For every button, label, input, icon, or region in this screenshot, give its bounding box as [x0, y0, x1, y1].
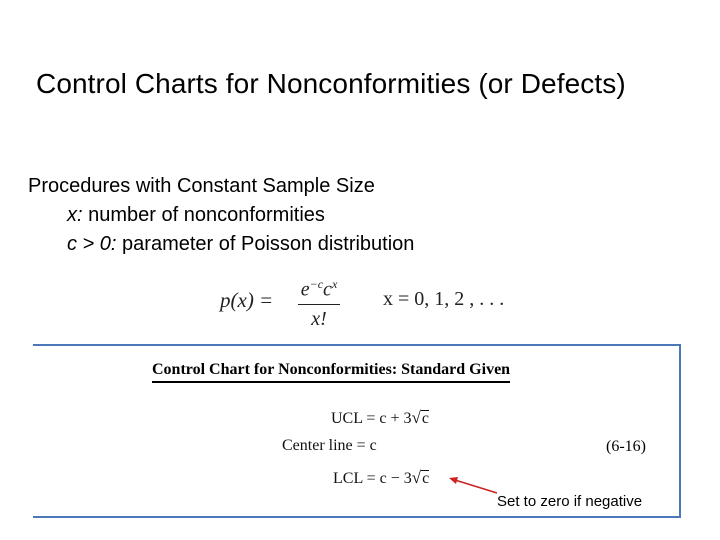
pmf-numerator: $e^{-c}c^x$ [300, 277, 338, 301]
arrowhead [449, 477, 458, 484]
x-definition-text: number of nonconformities [82, 204, 325, 226]
ucl-radicand: c [421, 410, 430, 427]
symbol-c: c > 0: [67, 233, 117, 255]
body-line-procedures: Procedures with Constant Sample Size [28, 175, 375, 197]
lcl-note: Set to zero if negative [497, 493, 643, 510]
ucl-label: UCL = c + 3 [331, 410, 412, 427]
lcl-label: LCL = c − 3 [333, 470, 412, 487]
slide-title: Control Charts for Nonconformities (or Defects) [36, 68, 626, 99]
arrow-line [455, 480, 497, 493]
symbol-x: x: [67, 204, 83, 226]
pmf-support: x = 0, 1, 2 , . . . [383, 288, 505, 310]
lcl-radicand: c [422, 470, 430, 487]
pmf-denominator: x! [311, 307, 327, 330]
pmf-lhs: p(x) = [220, 288, 274, 312]
radical-sign: √ [411, 468, 422, 487]
radical-sign: √ [411, 408, 421, 427]
equation-number: (6-16) [606, 438, 646, 455]
center-line-equation: Center line = c [282, 437, 377, 454]
box-title: Control Chart for Nonconformities: Standard Given [152, 361, 510, 383]
c-definition-text: parameter of Poisson distribution [116, 233, 415, 255]
